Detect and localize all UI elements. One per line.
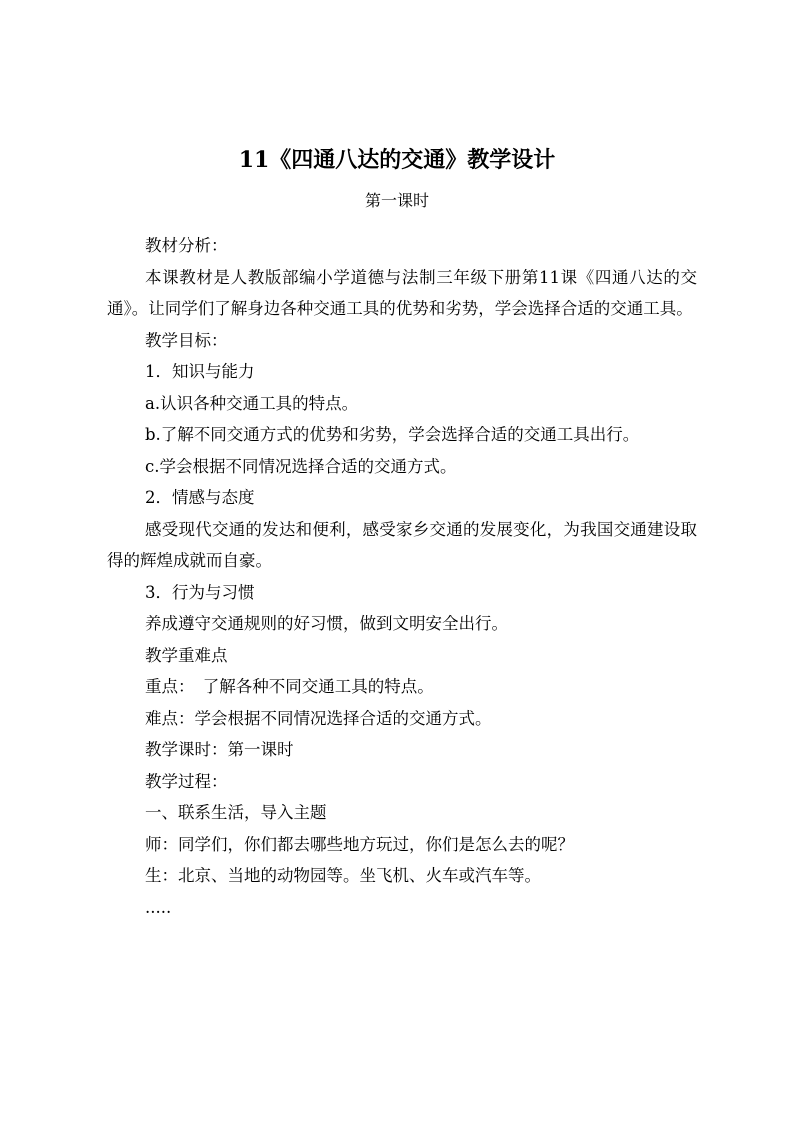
document-title: 11《四通八达的交通》教学设计 <box>238 147 556 173</box>
ellipsis-line: ..... <box>145 897 172 917</box>
goal-heading-emotion: 2．情感与态度 <box>145 488 255 507</box>
section-heading-key-points: 教学重难点 <box>145 645 228 665</box>
section-heading-process: 教学过程： <box>145 771 228 791</box>
difficult-point: 难点：学会根据不同情况选择合适的交通方式。 <box>145 708 492 728</box>
key-point: 重点： 了解各种不同交通工具的特点。 <box>145 677 434 696</box>
section-heading-textbook-analysis: 教材分析： <box>145 236 228 255</box>
document-body <box>107 230 697 923</box>
behavior-paragraph: 养成遵守交通规则的好习惯，做到文明安全出行。 <box>145 614 508 633</box>
section-heading-teaching-goals: 教学目标： <box>145 330 228 350</box>
lesson-period: 教学课时：第一课时 <box>145 740 294 759</box>
student-line: 生：北京、当地的动物园等。坐飞机、火车或汽车等。 <box>145 866 541 885</box>
goal-heading-behavior: 3．行为与习惯 <box>145 582 255 602</box>
document-subtitle: 第一课时 <box>364 191 429 210</box>
textbook-analysis-paragraph: 本课教材是人教版部编小学道德与法制三年级下册第11课《四通八达的交通》。让同学们了解身边各种交通工具的优势和劣势，学会选择合适的交通工具。 <box>107 267 697 318</box>
goal-item-b: b.了解不同交通方式的优势和劣势，学会选择合适的交通工具出行。 <box>145 425 640 444</box>
goal-heading-knowledge: 1．知识与能力 <box>145 362 255 381</box>
goal-item-c: c.学会根据不同情况选择合适的交通方式。 <box>145 456 457 476</box>
goal-item-a: a.认识各种交通工具的特点。 <box>145 393 359 413</box>
teacher-line: 师：同学们，你们都去哪些地方玩过，你们是怎么去的呢？ <box>145 834 574 854</box>
process-step-1-heading: 一、联系生活，导入主题 <box>145 803 327 822</box>
emotion-paragraph: 感受现代交通的发达和便利，感受家乡交通的发展变化，为我国交通建设取得的辉煌成就而自豪。 <box>107 519 697 570</box>
